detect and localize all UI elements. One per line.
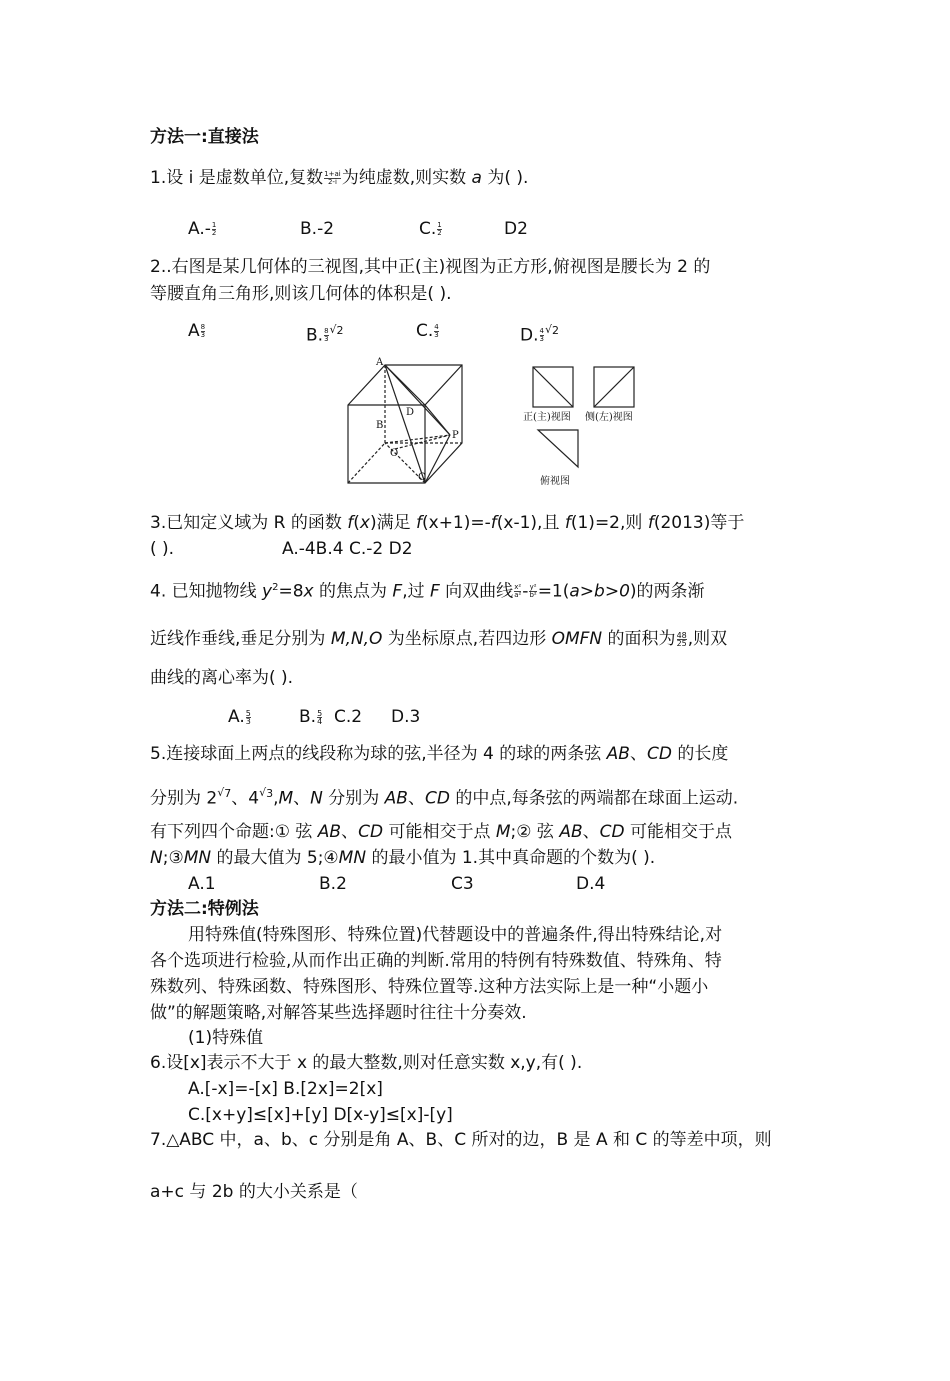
q6-options-cd: C.[x+y]≤[x]+[y] D[x-y]≤[x]-[y] [188,1105,453,1125]
q1-option-b: B.-2 [300,219,335,239]
q3-line-2: ( ). [150,539,175,559]
label-c: C [418,472,426,483]
label-a: A [376,357,384,368]
q2-option-a: A $\frac{8}{3}$ [188,321,206,341]
q4-option-a: A. $\frac{5}{3}$ [228,707,251,727]
q2-option-d: D. $\frac{4}{3}$ √ 2 [520,320,559,347]
label-p: P [452,430,459,441]
label-o: O [390,448,399,459]
q4-line-3: 曲线的离心率为( ). [150,668,294,688]
s2-paragraph-4: 做”的解题策略,对解答某些选择题时往往十分奏效. [150,1003,527,1023]
q4-line-2: 近线作垂线,垂足分别为 M,N,O 为坐标原点,若四边形 OMFN 的面积为 $\frac{48}{25}$ ,则双 [150,629,728,649]
label-d: D [406,407,415,418]
q7-line-1: 7.△ABC 中，a、b、c 分别是角 A、B、C 所对的边，B 是 A 和 C 的等差中项，则 [150,1130,772,1150]
q5-option-a: A.1 [188,874,216,894]
q2-option-b: B. $\frac{8}{3}$ √ 2 [306,320,344,347]
side-view-caption: 侧(左)视图 [585,412,633,423]
q1-option-d: D2 [504,219,528,239]
q1-option-a: A.- $\frac{1}{2}$ [188,219,217,239]
q5-option-c: C3 [451,874,474,894]
top-view-triangle [538,430,578,467]
s2-paragraph-3: 殊数列、特殊函数、特殊图形、特殊位置等.这种方法实际上是一种“小题小 [150,977,709,997]
question-1: 1.设 i 是虚数单位,复数 $\frac{1+ai}{2-i}$ 为纯虚数,则实数 a 为( ). [150,168,529,188]
q2-line-2: 等腰直角三角形,则该几何体的体积是( ). [150,284,452,304]
q4-option-c: C.2 [334,707,363,727]
label-b: B [376,420,384,431]
s2-paragraph-1: 用特殊值(特殊图形、特殊位置)代替题设中的普遍条件,得出特殊结论,对 [188,925,723,945]
q5-line-3: 有下列四个命题:① 弦 AB、CD 可能相交于点 M;② 弦 AB、CD 可能相交于点 [150,822,732,842]
q5-line-2: 分别为 2√ 7、4√ 3,M、N 分别为 AB、CD 的中点,每条弦的两端都在球面上运动. [150,783,738,810]
q1-text: 1.设 i 是虚数单位,复数 [150,168,324,188]
q6-line-1: 6.设[x]表示不大于 x 的最大整数,则对任意实数 x,y,有( ). [150,1053,583,1073]
s2-subheading: (1)特殊值 [188,1028,264,1048]
q2-line-1: 2..右图是某几何体的三视图,其中正(主)视图为正方形,俯视图是腰长为 2 的 [150,257,711,277]
q4-option-d: D.3 [391,707,421,727]
q6-options-ab: A.[-x]=-[x] B.[2x]=2[x] [188,1079,383,1099]
front-view-caption: 正(主)视图 [523,412,571,423]
q7-line-2: a+c 与 2b 的大小关系是（ [150,1182,358,1202]
section-title-special: 方法二:特例法 [150,899,259,919]
section-title-direct: 方法一:直接法 [150,127,259,147]
q1-option-c: C. $\frac{1}{2}$ [419,219,442,239]
q1-fraction: $\frac{1+ai}{2-i}$ [324,169,341,186]
q4-option-b: B. $\frac{5}{4}$ [299,707,323,727]
q4-line-1: 4. 已知抛物线 $y^2=8x$ 的焦点为 F,过 F 向双曲线 $\frac{\text{x²}}{\text{a²}}$ - $\frac{\text{y²}}{\text{b²}}$ =1(a>b>0)的两条渐 [150,581,705,602]
q3-options: A.-4B.4 C.-2 D2 [282,539,413,559]
top-view-caption: 俯视图 [540,476,570,487]
q5-option-d: D.4 [576,874,606,894]
q2-option-c: C. $\frac{4}{3}$ [416,321,439,341]
q5-line-1: 5.连接球面上两点的线段称为球的弦,半径为 4 的球的两条弦 AB、CD 的长度 [150,744,729,764]
q3-line-1: 3.已知定义域为 R 的函数 f(x)满足 f(x+1)=-f(x-1),且 f(1)=2,则 f(2013)等于 [150,513,745,533]
q5-line-4: N;③MN 的最大值为 5;④MN 的最小值为 1.其中真命题的个数为( ). [150,848,656,868]
q5-option-b: B.2 [319,874,347,894]
s2-paragraph-2: 各个选项进行检验,从而作出正确的判断.常用的特例有特殊数值、特殊角、特 [150,951,722,971]
